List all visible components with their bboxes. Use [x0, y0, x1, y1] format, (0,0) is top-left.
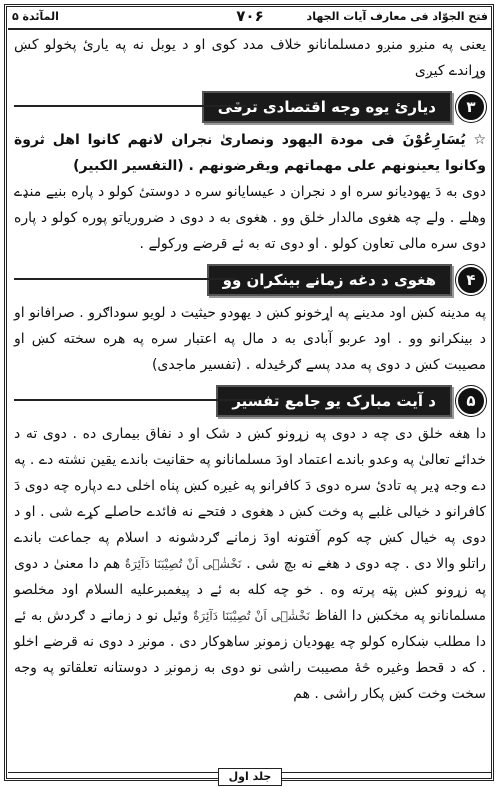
footer: [0, 765, 500, 786]
quran-phrase-1: نَخْشٰۤى اَنْ تُصِیْبَنَا دَآئِرَةٌ: [124, 557, 242, 571]
section-5-title: د آیت مبارک یو جامع تفسیر: [216, 385, 452, 417]
section-4-number: ۴: [456, 265, 486, 295]
section-4-title: هغوی د دغه زمانے بینکران وو: [207, 264, 452, 296]
section-4-paragraph: په مدینه کښ اود مدینے په اړخونو کښ د یهودو حیثیت د لویو سوداګرو . صرافانو او د بینکرانو وو . اود عربو آبادی به د مال په اعتبار سره په هره سخته کښ او مصیبت کښ د دوی په مدد پسے ګرځیدله . (تفسیر ماجدی): [14, 305, 486, 373]
section-3-arabic-quote: ☆ یُسَارِعُوْنَ فی مودة الیهود ونصاریٰ نجران لانهم کانوا اهل ثروة وکانوا یعینونهم علی مهماتهم ویقرضونهم . (التفسیر الکبیر): [14, 132, 486, 174]
running-header: [8, 6, 492, 30]
section-4-rule: [14, 278, 236, 280]
section-5-text-a: دا هغه خلق دی چه د دوی په زړونو کښ د شک او د نفاق بیماری ده . دوی ته د خدائے تعالیٰ په وعدو باندے اعتماد اودَ مسلمانانو په حقانیت باندے یقین نشته دے . په دے وجه ډیر په تادیٔ سره دوی دَ کافرانو په غیږه کښ پناه اخلی دے دپاره چه دوی دَ کافرانو د خیالی غلبے په وخت کښ د هغوی د فتحے نه فائدے حاصلے کړے شی . او د دوی په خیال کښ چه کوم آفتونه اودَ زمانے ګردشونه د اسلام په جماعت باندے راتلو والا دی . چه دوی د هغے نه بچ شی .: [14, 426, 486, 572]
section-5-paragraph: [14, 421, 486, 707]
section-5-rule: [14, 399, 256, 401]
section-3-rule: [14, 105, 246, 107]
section-3-number: ۳: [456, 92, 486, 122]
section-3-title: دیاریٔ یوه وجه اقتصادی ترقی: [202, 91, 452, 123]
section-4-heading: [14, 262, 486, 296]
section-3-paragraph: دوی به دَ یهودیانو سره او د نجران د عیسایانو سره د دوستیٔ کولو د پاره بنیے منډے وهلے . ولے چه هغوی مالدار خلق وو . هغوی به د دوی د ضروریاتو پوره کولو د پاره دوی سره مالی تعاون کولو . او دوی ته به ئے قرضے ورکولے .: [14, 184, 486, 252]
section-5-heading: [14, 383, 486, 417]
page-content: [14, 32, 486, 707]
volume-label: جلد اول: [218, 768, 283, 786]
section-3-heading: [14, 89, 486, 123]
section-5-text-b: هم دا معنیٰ د دوی په زړونو کښ پټه پرته وه . خو چه کله به ئے د پیغمبرعلیه السلام اود مخلصو مسلمانانو په مخکښ دا الفاظ: [14, 556, 487, 624]
page-number: ۷۰۶: [236, 7, 264, 25]
quran-phrase-2: نَخْشٰۤى اَنْ تُصِیْبَنَا دَآئِرَةٌ: [193, 609, 310, 623]
surah-name: المآئدة ۵: [12, 10, 59, 23]
intro-paragraph: یعنی په منږو منږو دمسلمانانو خلاف مدد کوی او د یوبل نه په یاریٔ پخولو کښ وړاندے کیږی: [14, 37, 486, 79]
book-title: فتح الجوّاد فی معارف آیات الجهاد: [306, 10, 488, 23]
section-5-number: ۵: [456, 386, 486, 416]
section-5-text-c: وئیل نو د زمانے د ګردش به ئے دا مطلب ښکاره کولو چه یهودیان زمونږ ساهوکار دی . مونږ د دوی نه قرضے اخلو . که د قحط وغیره څهٔ مصیبت راشی نو دوی به زمونږ د دوستانه تعلقاتو په وجه سخت وخت کښ پکار راشی . هم: [14, 608, 486, 702]
